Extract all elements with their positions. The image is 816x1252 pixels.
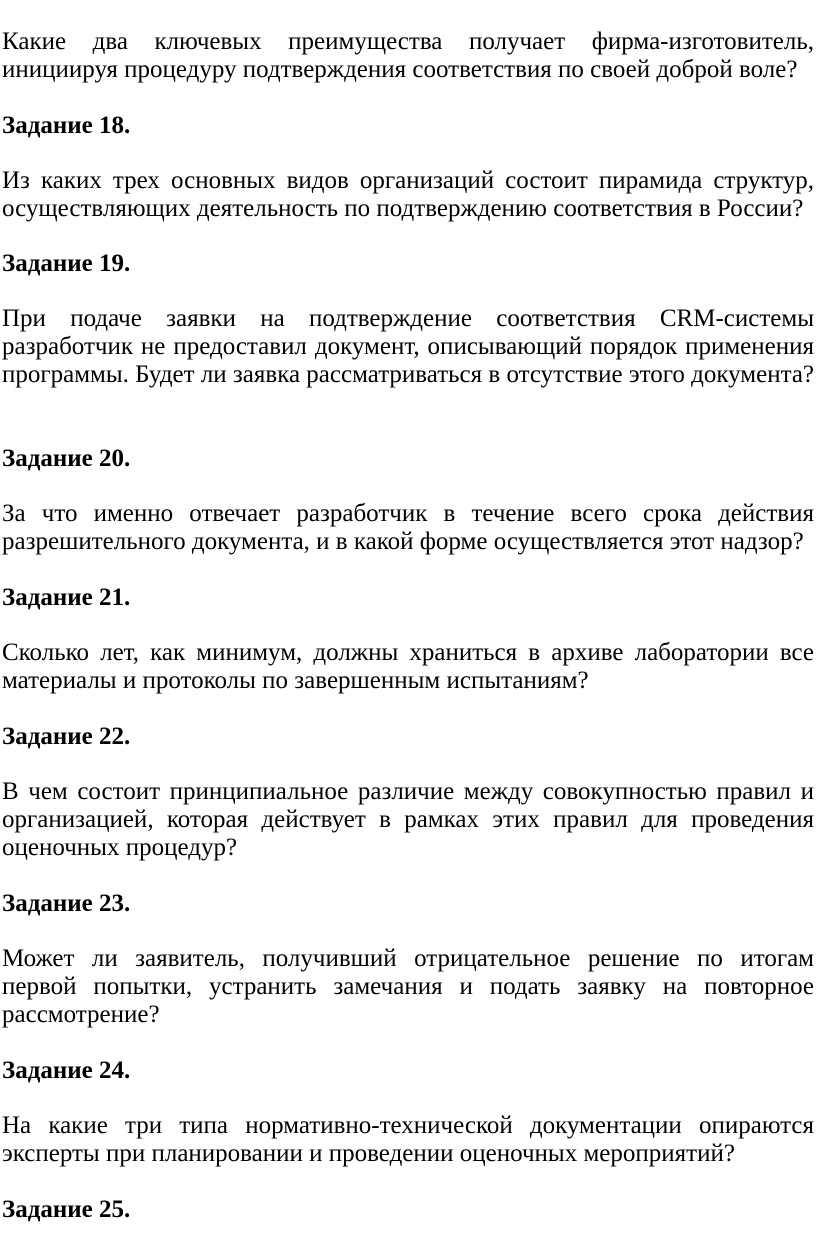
question-text: Из каких трех основных видов организаций состоит пирамида структур, осуществляющих деятельность по подтверждению соответствия в России? [2, 167, 814, 222]
task-heading: Задание 23. [2, 890, 131, 917]
task-heading: Задание 22. [2, 723, 131, 750]
task-heading: Задание 19. [2, 250, 131, 277]
question-text: За что именно отвечает разработчик в течение всего срока действия разрешительного документа, и в какой форме осуществляется этот надзор? [2, 500, 814, 555]
task-heading: Задание 21. [2, 584, 131, 611]
question-text: Может ли заявитель, получивший отрицательное решение по итогам первой попытки, устранить замечания и подать заявку на повторное рассмотрение? [2, 945, 814, 1028]
task-heading: Задание 25. [2, 1196, 131, 1223]
question-text: В чем состоит принципиальное различие между совокупностью правил и организацией, которая действует в рамках этих правил для проведения оценочных процедур? [2, 778, 814, 861]
task-heading: Задание 20. [2, 445, 131, 472]
task-heading: Задание 24. [2, 1057, 131, 1084]
question-text: Какие два ключевых преимущества получает фирма-изготовитель, инициируя процедуру подтверждения соответствия по своей доброй воле? [2, 28, 814, 83]
question-text: Сколько лет, как минимум, должны храниться в архиве лаборатории все материалы и протоколы по завершенным испытаниям? [2, 639, 814, 694]
task-heading: Задание 18. [2, 112, 131, 139]
question-text: На какие три типа нормативно-технической документации опираются эксперты при планировании и проведении оценочных мероприятий? [2, 1112, 814, 1167]
question-text: При подаче заявки на подтверждение соответствия CRM-системы разработчик не предоставил документ, описывающий порядок применения программы. Будет ли заявка рассматриваться в отсутствие этого документа? [2, 305, 815, 388]
